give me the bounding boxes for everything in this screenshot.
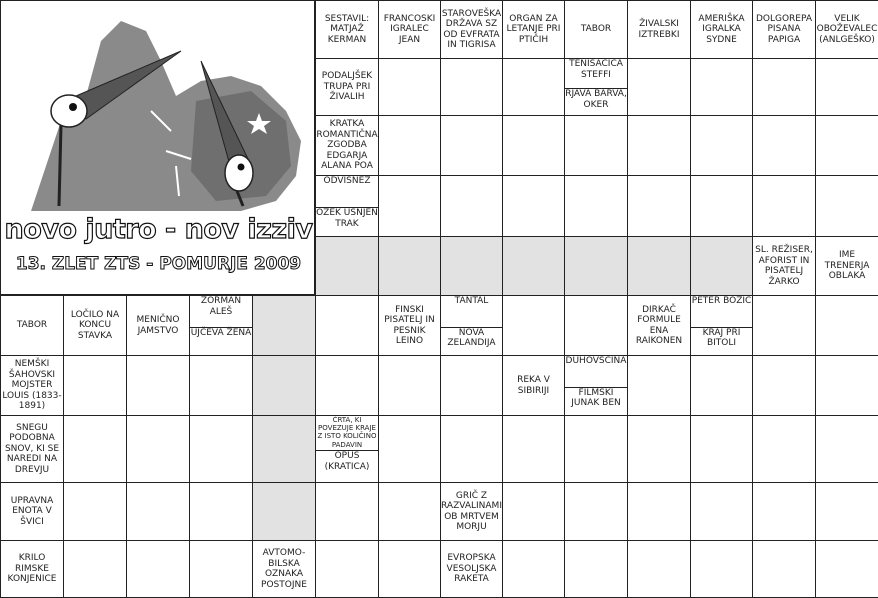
answer-cell[interactable] <box>126 540 190 598</box>
clue-cell <box>378 0 441 59</box>
clue-cell <box>0 295 64 356</box>
clue-cell <box>564 355 628 416</box>
clue-text: ČRTA, KI POVEZUJE KRAJE Z ISTO KOLIČINO PADAVIN <box>317 416 377 449</box>
logo-illustration-icon <box>1 1 315 295</box>
clue-text: RJAVA BARVA, OKER <box>565 88 627 116</box>
clue-text: PODALJŠEK TRUPA PRI ŽIVALIH <box>321 71 373 103</box>
clue-text: UPRAVNA ENOTA V ŠVICI <box>10 495 54 527</box>
clue-cell <box>0 355 64 416</box>
answer-cell[interactable] <box>502 295 565 356</box>
clue-cell <box>690 0 753 59</box>
clue-cell <box>0 415 64 483</box>
clue-text: FILMSKI JUNAK BEN <box>565 387 627 417</box>
clue-text: FRANCOSKI IGRALEC JEAN <box>383 13 436 45</box>
clue-text: FINSKI PISATELJ IN PESNIK LEINO <box>384 304 435 346</box>
clue-text: IME TRENERJA OBLAKA <box>824 250 870 282</box>
clue-text: REKA V SIBIRIJI <box>517 375 550 396</box>
answer-cell[interactable] <box>752 482 816 541</box>
puzzle-title: novo jutro - nov izziv <box>4 214 313 245</box>
answer-cell[interactable] <box>189 355 253 416</box>
answer-cell[interactable] <box>378 415 441 483</box>
answer-cell[interactable] <box>815 295 878 356</box>
clue-cell <box>315 175 379 237</box>
clue-text: KRILO RIMSKE KONJENICE <box>7 553 57 585</box>
answer-cell[interactable] <box>189 540 253 598</box>
clue-text: TANTAL <box>454 296 489 306</box>
answer-cell[interactable] <box>564 415 628 483</box>
answer-cell[interactable] <box>315 482 379 541</box>
answer-cell[interactable] <box>502 175 565 237</box>
answer-cell[interactable] <box>440 236 503 296</box>
puzzle-subtitle: 13. ZLET ZTS - POMURJE 2009 <box>15 254 302 274</box>
clue-text: SL. REŽISER, AFORIST IN PISATELJ ŽARKO <box>755 245 813 287</box>
puzzle-logo <box>0 0 315 295</box>
answer-cell[interactable] <box>315 236 379 296</box>
answer-cell[interactable] <box>690 540 753 598</box>
clue-text: TABOR <box>580 24 612 35</box>
answer-cell[interactable] <box>752 58 816 116</box>
clue-text: NOVA ZELANDIJA <box>441 327 502 357</box>
clue-cell <box>502 355 565 416</box>
answer-cell[interactable] <box>815 482 878 541</box>
answer-cell[interactable] <box>690 58 753 116</box>
clue-text: GRIČ Z RAZVALINAMI OB MRTVEM MORJU <box>441 490 502 532</box>
answer-cell[interactable] <box>815 415 878 483</box>
answer-cell[interactable] <box>564 482 628 541</box>
answer-cell[interactable] <box>752 115 816 176</box>
clue-text: ŽIVALSKI IZTREBKI <box>638 19 680 40</box>
answer-cell[interactable] <box>815 355 878 416</box>
clue-cell <box>690 295 753 356</box>
answer-cell[interactable] <box>690 236 753 296</box>
clue-text: STAROVEŠKA DRŽAVA SZ OD EVFRATA IN TIGRISA <box>441 8 502 50</box>
answer-cell[interactable] <box>502 540 565 598</box>
answer-cell[interactable] <box>189 415 253 483</box>
clue-text: SNEGU PODOBNA SNOV, KI SE NAREDI NA DREVJU <box>4 422 60 475</box>
answer-cell[interactable] <box>378 236 441 296</box>
clue-cell <box>440 482 503 541</box>
clue-text: MENIČNO JAMSTVO <box>136 315 180 336</box>
answer-cell[interactable] <box>252 415 316 483</box>
clue-cell <box>815 0 878 59</box>
clue-cell <box>126 295 190 356</box>
clue-text: DOLGOREPA PISANA PAPIGA <box>755 13 813 45</box>
answer-cell[interactable] <box>189 482 253 541</box>
answer-cell[interactable] <box>502 236 565 296</box>
answer-cell[interactable] <box>502 482 565 541</box>
answer-cell[interactable] <box>627 415 691 483</box>
answer-cell[interactable] <box>440 115 503 176</box>
clue-text: OPUS (KRATICA) <box>316 450 378 483</box>
answer-cell[interactable] <box>564 175 628 237</box>
clue-cell <box>315 415 379 483</box>
clue-cell <box>752 0 816 59</box>
answer-cell[interactable] <box>378 175 441 237</box>
clue-cell <box>564 0 628 59</box>
answer-cell[interactable] <box>815 540 878 598</box>
answer-cell[interactable] <box>627 175 691 237</box>
answer-cell[interactable] <box>752 175 816 237</box>
answer-cell[interactable] <box>378 355 441 416</box>
answer-cell[interactable] <box>564 540 628 598</box>
clue-cell <box>440 0 503 59</box>
answer-cell[interactable] <box>752 355 816 416</box>
answer-cell[interactable] <box>440 175 503 237</box>
answer-cell[interactable] <box>126 415 190 483</box>
clue-cell <box>627 295 691 356</box>
answer-cell[interactable] <box>378 540 441 598</box>
clue-cell <box>63 295 127 356</box>
clue-text: LOČILO NA KONCU STAVKA <box>70 309 120 341</box>
answer-cell[interactable] <box>564 295 628 356</box>
clue-text: AMERIŠKA IGRALKA SYDNE <box>698 13 745 45</box>
clue-cell <box>502 0 565 59</box>
clue-cell <box>440 540 503 598</box>
answer-cell[interactable] <box>627 236 691 296</box>
answer-cell[interactable] <box>502 58 565 116</box>
clue-cell <box>315 58 379 116</box>
answer-cell[interactable] <box>502 115 565 176</box>
clue-text: TENISAČICA STEFFI <box>569 59 623 80</box>
clue-text: TABOR <box>16 320 48 331</box>
answer-cell[interactable] <box>564 236 628 296</box>
clue-text: OZEK USNJEN TRAK <box>316 207 378 237</box>
answer-cell[interactable] <box>752 540 816 598</box>
clue-cell <box>752 236 816 296</box>
clue-text: AVTOMO-BILSKA OZNAKA POSTOJNE <box>261 548 307 590</box>
answer-cell[interactable] <box>252 355 316 416</box>
answer-cell[interactable] <box>627 540 691 598</box>
clue-text: DUHOVŠČINA <box>565 356 627 366</box>
answer-cell[interactable] <box>378 115 441 176</box>
answer-cell[interactable] <box>752 295 816 356</box>
clue-cell <box>189 295 253 356</box>
clue-cell <box>252 540 316 598</box>
clue-text: ODVISNEŽ <box>323 176 371 186</box>
answer-cell[interactable] <box>63 415 127 483</box>
clue-text: PETER BOŽIČ <box>691 296 752 306</box>
answer-cell[interactable] <box>815 175 878 237</box>
answer-cell[interactable] <box>690 355 753 416</box>
answer-cell[interactable] <box>627 58 691 116</box>
answer-cell[interactable] <box>690 175 753 237</box>
answer-cell[interactable] <box>440 58 503 116</box>
clue-cell <box>815 236 878 296</box>
clue-text: VELIK OBOŽEVALEC (ANLGEŠKO) <box>816 13 878 45</box>
clue-cell <box>627 0 691 59</box>
clue-text: NEMŠKI ŠAHOVSKI MOJSTER LOUIS (1833-1891) <box>2 359 62 412</box>
answer-cell[interactable] <box>440 355 503 416</box>
answer-cell[interactable] <box>126 355 190 416</box>
answer-cell[interactable] <box>315 295 379 356</box>
answer-cell[interactable] <box>378 58 441 116</box>
answer-cell[interactable] <box>315 355 379 416</box>
clue-text: ORGAN ZA LETANJE PRI PTIČIH <box>506 13 561 45</box>
answer-cell[interactable] <box>690 482 753 541</box>
clue-text: EVROPSKA VESOLJSKA RAKETA <box>446 553 497 585</box>
answer-cell[interactable] <box>440 415 503 483</box>
clue-text: KRAJ PRI BITOLI <box>691 327 752 357</box>
answer-cell[interactable] <box>63 355 127 416</box>
answer-cell[interactable] <box>690 115 753 176</box>
answer-cell[interactable] <box>815 115 878 176</box>
answer-cell[interactable] <box>63 540 127 598</box>
answer-cell[interactable] <box>627 482 691 541</box>
answer-cell[interactable] <box>502 415 565 483</box>
answer-cell[interactable] <box>126 482 190 541</box>
clue-cell <box>378 295 441 356</box>
answer-cell[interactable] <box>63 482 127 541</box>
clue-cell <box>0 482 64 541</box>
clue-cell <box>564 58 628 116</box>
clue-text: UJČEVA ŽENA <box>190 327 252 357</box>
answer-cell[interactable] <box>564 115 628 176</box>
clue-cell <box>315 115 379 176</box>
clue-cell <box>315 0 379 59</box>
clue-text: ZORMAN ALEŠ <box>200 296 242 317</box>
clue-text: DIRKAČ FORMULE ENA RAIKONEN <box>635 304 683 346</box>
answer-cell[interactable] <box>752 415 816 483</box>
clue-text: KRATKA ROMANTIČNA ZGODBA EDGARJA ALANA POA <box>316 119 378 172</box>
clue-cell <box>440 295 503 356</box>
answer-cell[interactable] <box>627 355 691 416</box>
answer-cell[interactable] <box>252 482 316 541</box>
answer-cell[interactable] <box>627 115 691 176</box>
answer-cell[interactable] <box>815 58 878 116</box>
answer-cell[interactable] <box>378 482 441 541</box>
answer-cell[interactable] <box>315 540 379 598</box>
answer-cell[interactable] <box>252 295 316 356</box>
clue-cell <box>0 540 64 598</box>
clue-text: SESTAVIL: MATJAŽ KERMAN <box>324 13 370 45</box>
answer-cell[interactable] <box>690 415 753 483</box>
